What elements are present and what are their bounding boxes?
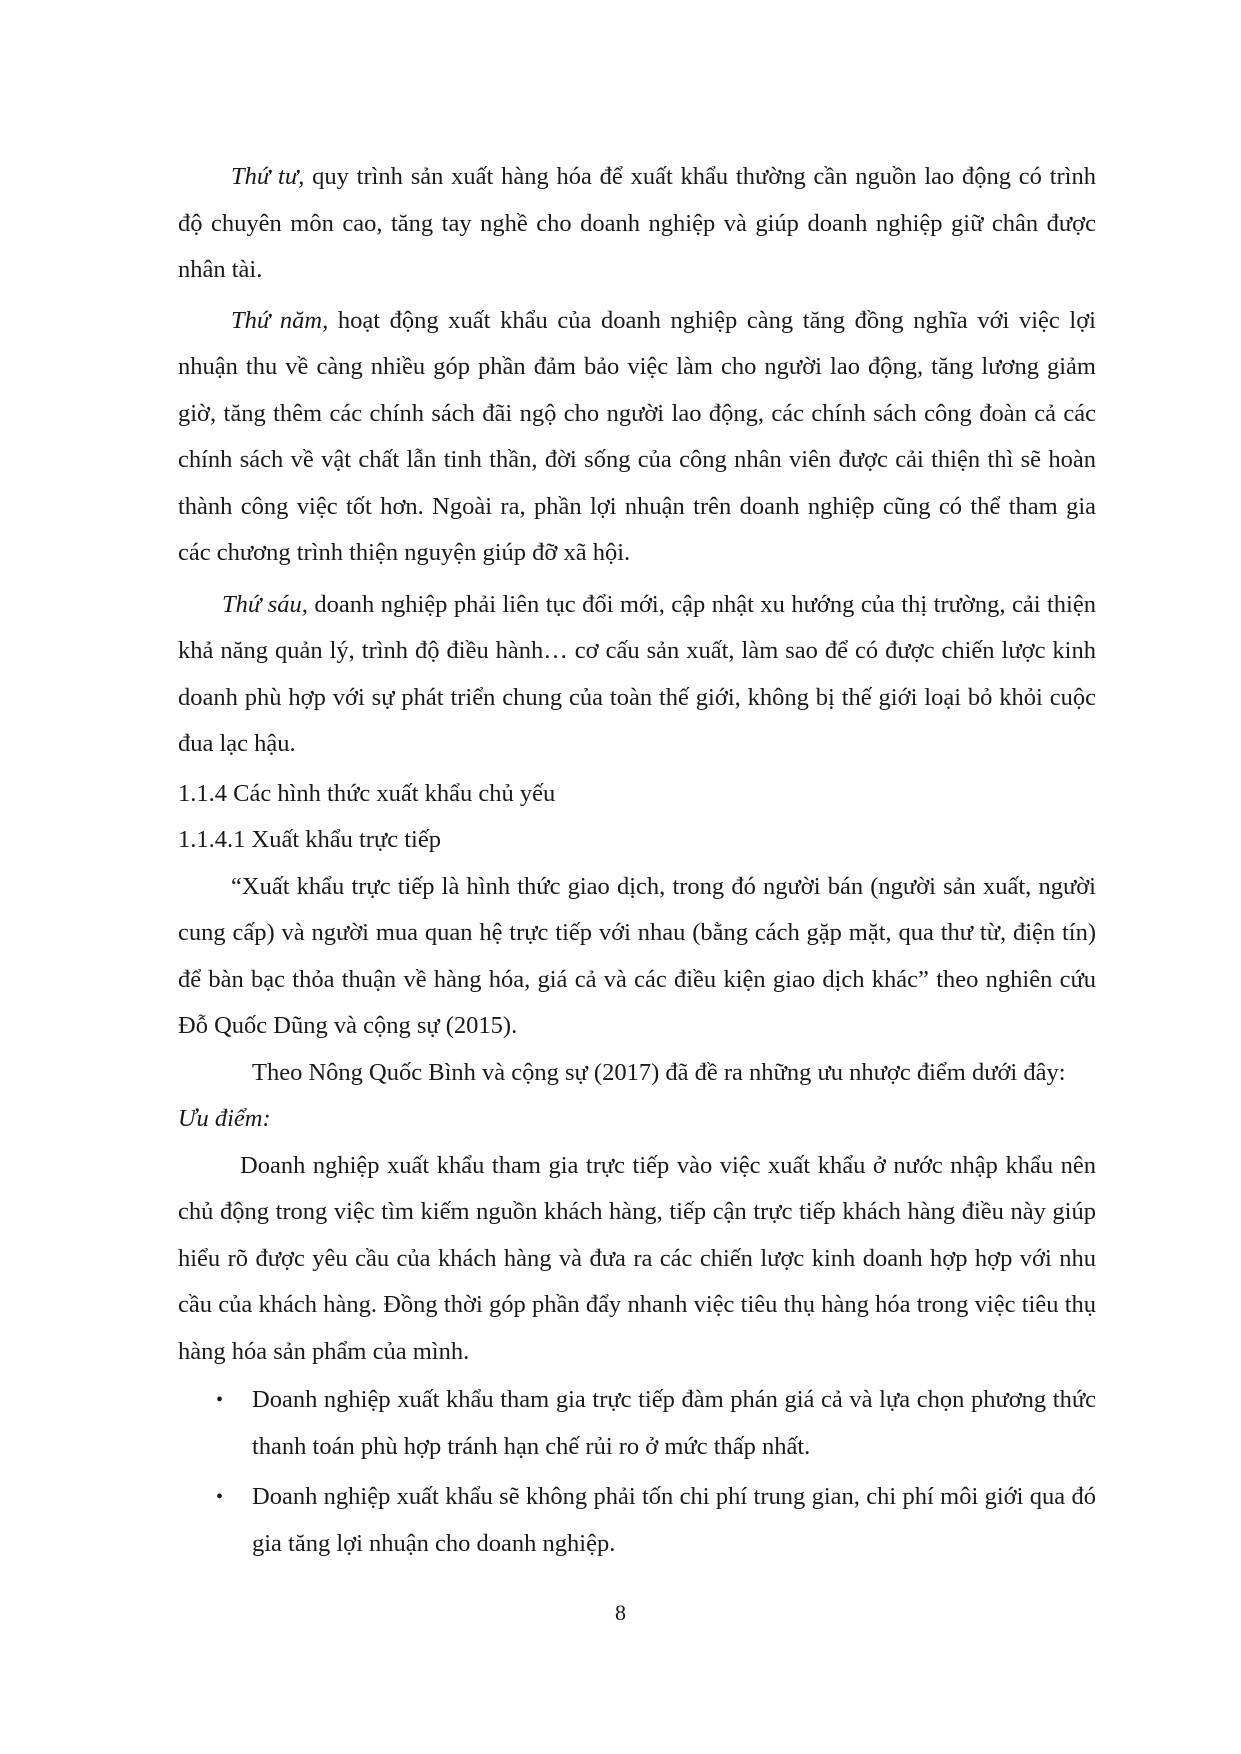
page-content <box>178 154 1096 1571</box>
lead-thu-nam: Thứ năm, <box>231 306 329 334</box>
text-thu-tu: , quy trình sản xuất hàng hóa để xuất khẩu thường cần nguồn lao động có trình độ chuyên môn cao, tăng tay nghề cho doanh nghiệp và giúp doanh nghiệp giữ chân được nhân tài. <box>178 163 1096 283</box>
page-number: 8 <box>615 1600 626 1625</box>
paragraph-thu-nam <box>178 298 1096 577</box>
advantages-list <box>178 1377 1096 1567</box>
lead-thu-tu: Thứ tư <box>231 163 299 190</box>
paragraph-theo: Theo Nông Quốc Bình và cộng sự (2017) đã đề ra những ưu nhược điểm dưới đây: <box>252 1058 1066 1086</box>
list-item <box>178 1377 1096 1470</box>
heading-1-1-4-1: 1.1.4.1 Xuất khẩu trực tiếp <box>178 826 441 853</box>
text-thu-nam: hoạt động xuất khẩu của doanh nghiệp càng tăng đồng nghĩa với việc lợi nhuận thu về càng nhiều góp phần đảm bảo việc làm cho người lao động, tăng lương giảm giờ, tăng thêm các chính sách đãi ngộ cho người lao động, các chính sách công đoàn cả các chính sách về vật chất lẫn tinh thần, đời sống của công nhân viên được cải thiện thì sẽ hoàn thành công việc tốt hơn. Ngoài ra, phần lợi nhuận trên doanh nghiệp cũng có thể tham gia các chương trình thiện nguyện giúp đỡ xã hội. <box>178 306 1096 566</box>
lead-thu-sau: Thứ sáu, <box>222 590 308 618</box>
bullet-text: Doanh nghiệp xuất khẩu tham gia trực tiếp đàm phán giá cả và lựa chọn phương thức thanh toán phù hợp tránh hạn chế rủi ro ở mức thấp nhất. <box>252 1386 1096 1460</box>
heading-1-1-4: 1.1.4 Các hình thức xuất khẩu chủ yếu <box>178 779 556 807</box>
advantages-heading: Ưu điểm: <box>178 1105 271 1132</box>
bullet-marker: • <box>216 1486 224 1508</box>
paragraph-thu-sau <box>178 582 1096 768</box>
advantages-paragraph: Doanh nghiệp xuất khẩu tham gia trực tiếp vào việc xuất khẩu ở nước nhập khẩu nên chủ động trong việc tìm kiếm nguồn khách hàng, tiếp cận trực tiếp khách hàng điều này giúp hiểu rõ được yêu cầu của khách hàng và đưa ra các chiến lược kinh doanh hợp hợp với nhu cầu của khách hàng. Đồng thời góp phần đẩy nhanh việc tiêu thụ hàng hóa trong việc tiêu thụ hàng hóa sản phẩm của mình. <box>178 1151 1096 1365</box>
bullet-text: Doanh nghiệp xuất khẩu sẽ không phải tốn chi phí trung gian, chi phí môi giới qua đó gia tăng lợi nhuận cho doanh nghiệp. <box>252 1483 1096 1557</box>
paragraph-thu-tu <box>178 154 1096 294</box>
quote-paragraph: “Xuất khẩu trực tiếp là hình thức giao dịch, trong đó người bán (người sản xuất, người cung cấp) và người mua quan hệ trực tiếp với nhau (bằng cách gặp mặt, qua thư từ, điện tín) để bàn bạc thỏa thuận về hàng hóa, giá cả và các điều kiện giao dịch khác” theo nghiên cứu Đỗ Quốc Dũng và cộng sự (2015). <box>178 872 1096 1039</box>
list-item <box>178 1474 1096 1567</box>
text-thu-sau: doanh nghiệp phải liên tục đổi mới, cập nhật xu hướng của thị trường, cải thiện khả năng quản lý, trình độ điều hành… cơ cấu sản xuất, làm sao để có được chiến lược kinh doanh phù hợp với sự phát triển chung của toàn thế giới, không bị thế giới loại bỏ khỏi cuộc đua lạc hậu. <box>178 590 1096 757</box>
bullet-marker: • <box>216 1389 224 1411</box>
